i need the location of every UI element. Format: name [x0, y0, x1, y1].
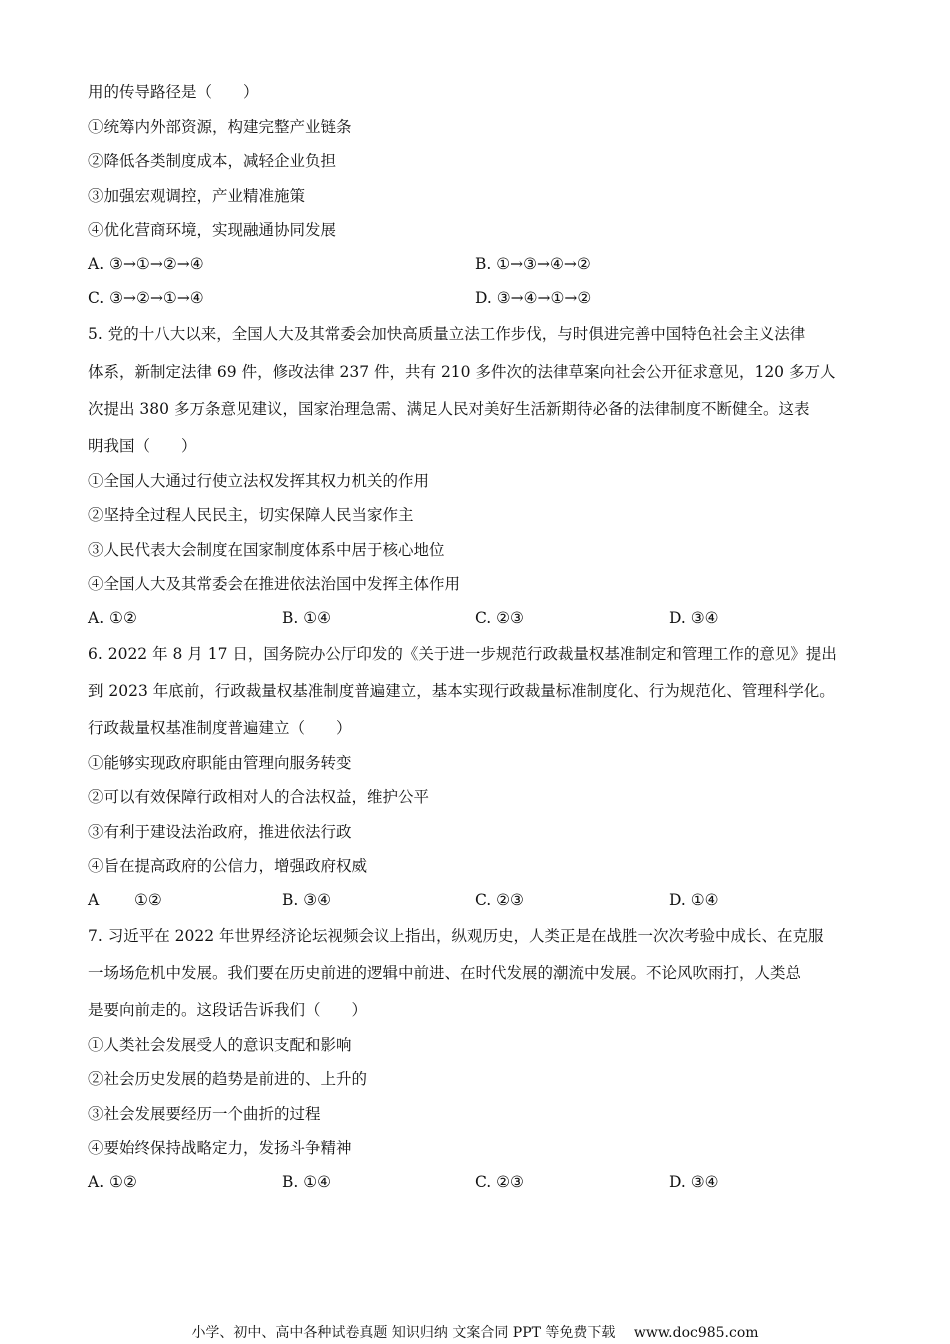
- q5-item-2: ②坚持全过程人民民主，切实保障人民当家作主: [88, 506, 414, 524]
- q6-item-1: ①能够实现政府职能由管理向服务转变: [88, 754, 352, 772]
- q5-item-3: ③人民代表大会制度在国家制度体系中居于核心地位: [88, 541, 445, 559]
- q7-item-3: ③社会发展要经历一个曲折的过程: [88, 1105, 321, 1123]
- q5-option-c: C. ②③: [475, 609, 524, 627]
- q4-item-2: ②降低各类制度成本，减轻企业负担: [88, 152, 337, 170]
- q6-option-b: B. ③④: [282, 891, 332, 909]
- q7-item-1: ①人类社会发展受人的意识支配和影响: [88, 1036, 352, 1054]
- q5-stem-line-1: 5. 党的十八大以来，全国人大及其常委会加快高质量立法工作步伐，与时俱进完善中国特色社会主义法律: [88, 325, 806, 343]
- q5-option-b: B. ①④: [282, 609, 332, 627]
- q5-stem-line-3: 次提出 380 多万条意见建议，国家治理急需、满足人民对美好生活新期待必备的法律制度不断健全。这表: [88, 400, 810, 418]
- q6-item-2: ②可以有效保障行政相对人的合法权益，维护公平: [88, 788, 430, 806]
- q7-stem-line-3: 是要向前走的。这段话告诉我们（ ）: [88, 1001, 368, 1019]
- q6-option-a-text: ①②: [134, 891, 162, 909]
- q4-option-d: D. ③→④→①→②: [475, 289, 592, 307]
- q7-item-4: ④要始终保持战略定力，发扬斗争精神: [88, 1139, 352, 1157]
- q6-option-a-letter: A: [88, 891, 100, 909]
- q6-stem-line-1: 6. 2022 年 8 月 17 日，国务院办公厅印发的《关于进一步规范行政裁量权基准制定和管理工作的意见》提出: [88, 645, 837, 663]
- q6-stem-line-2: 到 2023 年底前，行政裁量权基准制度普遍建立，基本实现行政裁量标准制度化、行为规范化、管理科学化。: [88, 682, 835, 700]
- page-footer: 小学、初中、高中各种试卷真题 知识归纳 文案合同 PPT 等免费下载 www.doc985.com: [191, 1325, 759, 1341]
- q5-item-1: ①全国人大通过行使立法权发挥其权力机关的作用: [88, 472, 430, 490]
- q4-option-c: C. ③→②→①→④: [88, 289, 204, 307]
- q5-item-4: ④全国人大及其常委会在推进依法治国中发挥主体作用: [88, 575, 461, 593]
- q4-stem-tail: 用的传导路径是（ ）: [88, 83, 259, 101]
- q5-option-a: A. ①②: [88, 609, 137, 627]
- q7-option-d: D. ③④: [669, 1173, 719, 1191]
- q7-stem-line-2: 一场场危机中发展。我们要在历史前进的逻辑中前进、在时代发展的潮流中发展。不论风吹雨打，人类总: [88, 964, 802, 982]
- q4-option-a: A. ③→①→②→④: [88, 255, 204, 273]
- q5-option-d: D. ③④: [669, 609, 719, 627]
- q7-option-c: C. ②③: [475, 1173, 524, 1191]
- q4-item-1: ①统筹内外部资源，构建完整产业链条: [88, 118, 352, 136]
- q5-stem-line-4: 明我国（ ）: [88, 437, 197, 455]
- q6-option-d: D. ①④: [669, 891, 719, 909]
- q4-item-4: ④优化营商环境，实现融通协同发展: [88, 221, 337, 239]
- q7-option-a: A. ①②: [88, 1173, 137, 1191]
- q7-stem-line-1: 7. 习近平在 2022 年世界经济论坛视频会议上指出，纵观历史，人类正是在战胜一次次考验中成长、在克服: [88, 927, 824, 945]
- q7-option-b: B. ①④: [282, 1173, 332, 1191]
- q7-item-2: ②社会历史发展的趋势是前进的、上升的: [88, 1070, 368, 1088]
- q4-item-3: ③加强宏观调控，产业精准施策: [88, 187, 306, 205]
- q4-option-b: B. ①→③→④→②: [475, 255, 591, 273]
- q5-stem-line-2: 体系，新制定法律 69 件，修改法律 237 件，共有 210 多件次的法律草案向社会公开征求意见，120 多万人: [88, 363, 836, 381]
- q6-item-4: ④旨在提高政府的公信力，增强政府权威: [88, 857, 368, 875]
- q6-item-3: ③有利于建设法治政府，推进依法行政: [88, 823, 352, 841]
- q6-stem-line-3: 行政裁量权基准制度普遍建立（ ）: [88, 719, 352, 737]
- q6-option-c: C. ②③: [475, 891, 524, 909]
